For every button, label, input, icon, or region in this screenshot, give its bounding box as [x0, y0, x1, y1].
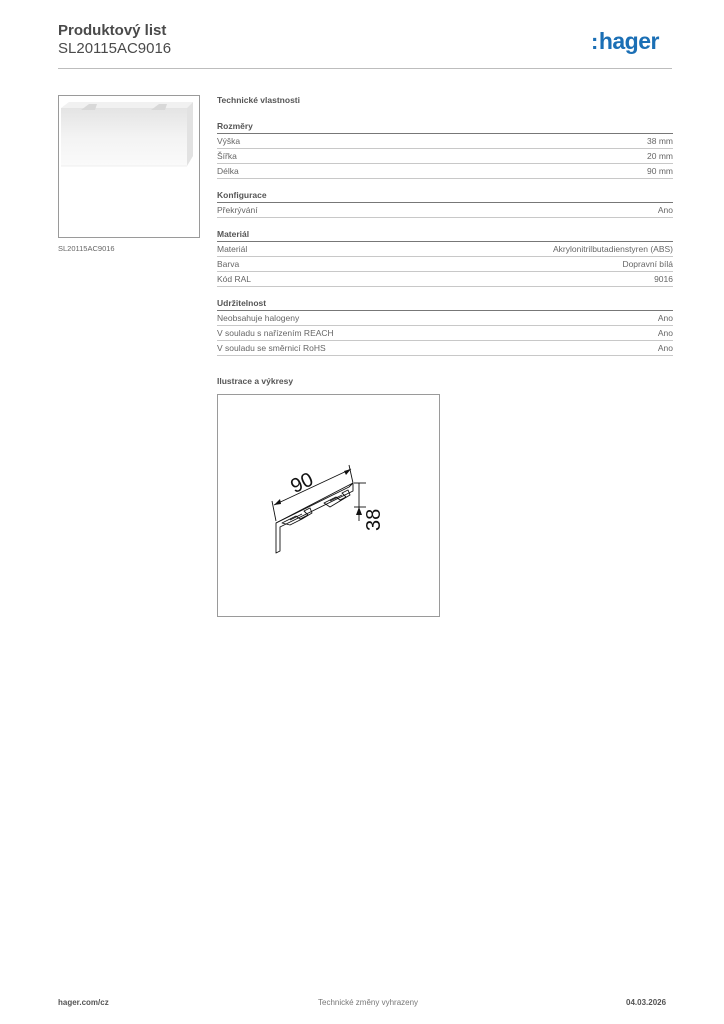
illustrations-title: Ilustrace a výkresy [217, 376, 294, 386]
dimension-height-label: 38 [363, 508, 385, 531]
dimension-length-label: 90 [287, 468, 317, 498]
technical-properties [217, 94, 673, 366]
row-value: Ano [657, 328, 673, 338]
dimension-drawing [218, 395, 439, 616]
section-material [217, 228, 673, 287]
row-label: Výška [217, 136, 241, 146]
footer-note: Technické změny vyhrazeny [318, 998, 419, 1007]
section-title: Rozměry [217, 120, 673, 134]
section-title: Konfigurace [217, 189, 673, 203]
row-value: Akrylonitrilbutadienstyren (ABS) [553, 244, 673, 254]
table-row [217, 242, 673, 257]
table-row [217, 203, 673, 218]
table-row [217, 164, 673, 179]
section-title: Materiál [217, 228, 673, 242]
table-row [217, 149, 673, 164]
header-divider [58, 68, 672, 69]
row-value: 9016 [654, 274, 673, 284]
document-header [58, 22, 171, 58]
product-image-caption: SL20115AC9016 [58, 244, 115, 253]
row-value: Ano [657, 205, 673, 215]
product-code: SL20115AC9016 [58, 40, 172, 57]
product-image [58, 95, 200, 238]
properties-title: Technické vlastnosti [217, 95, 300, 105]
footer-website-link[interactable]: hager.com/cz [58, 998, 109, 1007]
row-value: Dopravní bílá [622, 259, 673, 269]
row-label: Barva [217, 259, 240, 269]
section-title: Udržitelnost [217, 297, 673, 311]
row-value: 20 mm [647, 151, 673, 161]
row-value: Ano [657, 343, 673, 353]
row-label: V souladu se směrnicí RoHS [217, 343, 326, 353]
logo-text: hager [598, 28, 659, 54]
logo-dots: : [591, 29, 598, 54]
table-row [217, 326, 673, 341]
row-label: Délka [217, 166, 239, 176]
row-value: Ano [657, 313, 673, 323]
table-row [217, 134, 673, 149]
row-label: V souladu s nařízením REACH [217, 328, 334, 338]
row-label: Šířka [217, 151, 237, 161]
table-row [217, 257, 673, 272]
row-label: Materiál [217, 244, 248, 254]
product-photo [59, 96, 199, 237]
table-row [217, 272, 673, 287]
row-value: 90 mm [647, 166, 673, 176]
hager-logo[interactable] [591, 28, 659, 55]
section-configuration [217, 189, 673, 218]
row-label: Překrývání [217, 205, 258, 215]
footer-date: 04.03.2026 [626, 998, 667, 1007]
row-value: 38 mm [647, 136, 673, 146]
row-label: Kód RAL [217, 274, 252, 284]
technical-drawing [217, 394, 440, 617]
row-label: Neobsahuje halogeny [217, 313, 300, 323]
section-dimensions [217, 120, 673, 179]
section-sustainability [217, 297, 673, 356]
table-row [217, 341, 673, 356]
table-row [217, 311, 673, 326]
document-title: Produktový list [58, 22, 167, 39]
